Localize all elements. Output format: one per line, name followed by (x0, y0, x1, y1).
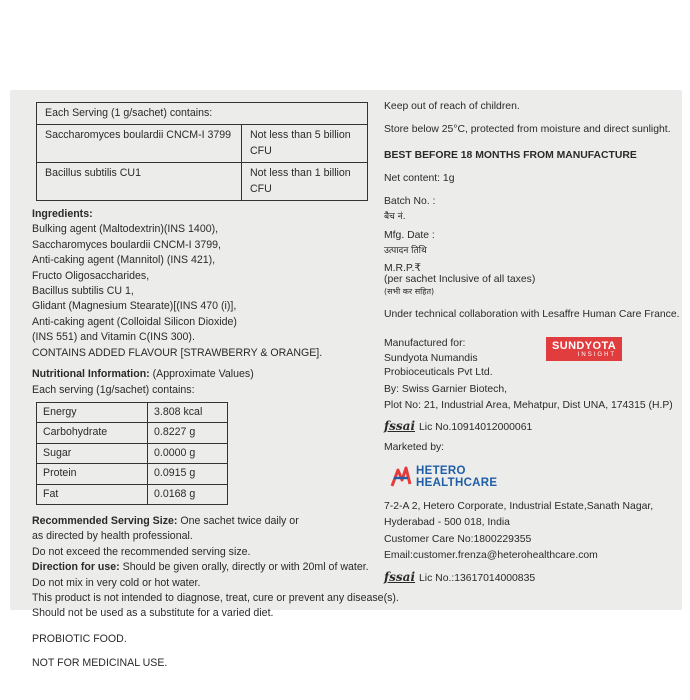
collaboration-text: Under technical collaboration with Lesaffre Human Care France. (384, 308, 680, 320)
ingredients-section (32, 207, 374, 361)
nutrition-heading-note: (Approximate Values) (149, 368, 254, 381)
table-row (37, 162, 367, 200)
serving-size-line: as directed by health professional. (32, 530, 193, 543)
ingredient-line: (INS 551) and Vitamin C(INS 300). (32, 331, 195, 344)
nutrient-name: Fat (37, 485, 148, 504)
table-row (37, 125, 367, 162)
storage-text: Store below 25°C, protected from moisture and direct sunlight. (384, 123, 671, 135)
nutrition-subheading: Each serving (1g/sachet) contains: (32, 383, 195, 396)
ingredient-line: Saccharomyces boulardii CNCM-I 3799, (32, 238, 221, 251)
sundyota-logo-sub: INSIGHT (577, 352, 617, 358)
hetero-mark-icon (390, 464, 412, 490)
fssai-license-1 (384, 419, 680, 436)
ingredient-line: Anti-caking agent (Colloidal Silicon Dioxide) (32, 315, 237, 328)
batch-no: Batch No. : (384, 196, 436, 207)
hetero-word-1: HETERO (416, 464, 466, 477)
nutrient-name: Sugar (37, 444, 148, 463)
fssai-license-2 (384, 570, 680, 587)
manufacturer-block (384, 337, 680, 381)
table-row (37, 422, 227, 442)
ingredient-line: Bacillus subtilis CU 1, (32, 285, 134, 298)
direction-text: Should be given orally, directly or with 20ml of water. (119, 561, 369, 574)
fssai-logo: fssai (384, 418, 416, 433)
hetero-wordmark (416, 465, 497, 489)
ingredient-line: Anti-caking agent (Mannitol) (INS 421), (32, 254, 216, 267)
fssai-logo: fssai (384, 569, 416, 584)
sundyota-logo-text: SUNDYOTA (552, 340, 617, 352)
keep-out-text: Keep out of reach of children. (384, 101, 520, 112)
nutrient-value: 0.0915 g (154, 467, 196, 480)
label-panel (10, 90, 682, 670)
ingredients-heading: Ingredients: (32, 208, 93, 221)
nutrient-value: 3.808 kcal (154, 405, 203, 418)
serving-table-header: Each Serving (1 g/sachet) contains: (37, 103, 367, 125)
customer-care: Customer Care No:1800229355 (384, 533, 532, 545)
not-medicinal: NOT FOR MEDICINAL USE. (32, 657, 168, 670)
nutrient-value: 0.0168 g (154, 487, 196, 500)
direction-line: Do not mix in very cold or hot water. (32, 576, 201, 589)
serving-item-value: Not less than 1 billion CFU (250, 167, 351, 195)
direction-line: This product is not intended to diagnose, treat, cure or prevent any disease(s). (32, 591, 399, 604)
direction-line: Should not be used as a substitute for a varied diet. (32, 607, 274, 620)
mrp: M.R.P.₹ (384, 263, 422, 274)
batch-no-hindi: बैच नं. (384, 211, 406, 222)
net-content: Net content: 1g (384, 172, 455, 184)
ingredient-line: Glidant (Magnesium Stearate)[(INS 470 (i)], (32, 300, 237, 313)
nutrient-name: Carbohydrate (37, 423, 148, 442)
serving-size-label: Recommended Serving Size: (32, 514, 178, 527)
mrp-hindi: (सभी कर सहित) (384, 287, 435, 296)
ingredient-line: CONTAINS ADDED FLAVOUR [STRAWBERRY & ORANGE]. (32, 346, 323, 359)
manufacturer-by: By: Swiss Garnier Biotech, (384, 383, 507, 395)
nutrition-heading-line (32, 367, 374, 382)
nutrient-name: Protein (37, 464, 148, 483)
license-number: Lic No.10914012000061 (419, 421, 533, 433)
nutrition-table (36, 402, 228, 505)
ingredient-line: Bulking agent (Maltodextrin)(INS 1400), (32, 223, 219, 236)
table-row (37, 484, 227, 504)
serving-item-value: Not less than 5 billion CFU (250, 129, 351, 157)
nutrient-name: Energy (37, 403, 148, 422)
best-before: BEST BEFORE 18 MONTHS FROM MANUFACTURE (384, 150, 637, 161)
mrp-note: (per sachet Inclusive of all taxes) (384, 274, 536, 285)
table-row (37, 463, 227, 483)
hetero-word-2: HEALTHCARE (416, 476, 498, 489)
serving-size-text: One sachet twice daily or (177, 514, 299, 527)
hetero-logo (390, 464, 680, 490)
marketer-address: Hyderabad - 500 018, India (384, 517, 510, 528)
serving-item-name: Saccharomyces boulardii CNCM-I 3799 (37, 125, 242, 162)
right-column (384, 100, 680, 586)
ingredient-line: Fructo Oligosaccharides, (32, 269, 150, 282)
table-row (37, 443, 227, 463)
serving-item-name: Bacillus subtilis CU1 (37, 163, 242, 200)
serving-size-line: Do not exceed the recommended serving size. (32, 545, 251, 558)
serving-size-line (32, 514, 374, 529)
marketer-address: 7-2-A 2, Hetero Corporate, Industrial Estate,Sanath Nagar, (384, 500, 654, 512)
mfg-date-hindi: उत्पादन तिथि (384, 245, 427, 256)
manufacturer-address: Plot No: 21, Industrial Area, Mehatpur, Dist UNA, 174315 (H.P) (384, 400, 673, 411)
nutrient-value: 0.8227 g (154, 426, 196, 439)
manufactured-for: Manufactured for: (384, 338, 466, 349)
manufacturer-name: Sundyota Numandis (384, 352, 478, 364)
marketed-by: Marketed by: (384, 442, 445, 453)
mfg-date: Mfg. Date : (384, 230, 435, 241)
email: Email:customer.frenza@heterohealthcare.com (384, 550, 598, 561)
sundyota-logo (546, 337, 622, 361)
license-number: Lic No.:13617014000835 (419, 572, 536, 584)
serving-table (36, 102, 368, 201)
probiotic-food: PROBIOTIC FOOD. (32, 632, 127, 645)
nutrition-section (32, 367, 374, 505)
manufacturer-name: Probioceuticals Pvt Ltd. (384, 367, 493, 378)
table-row (37, 403, 227, 422)
direction-line (32, 560, 374, 575)
direction-label: Direction for use: (32, 561, 120, 574)
nutrient-value: 0.0000 g (154, 446, 196, 459)
nutrition-heading: Nutritional Information: (32, 368, 150, 381)
serving-size-section (32, 514, 399, 622)
